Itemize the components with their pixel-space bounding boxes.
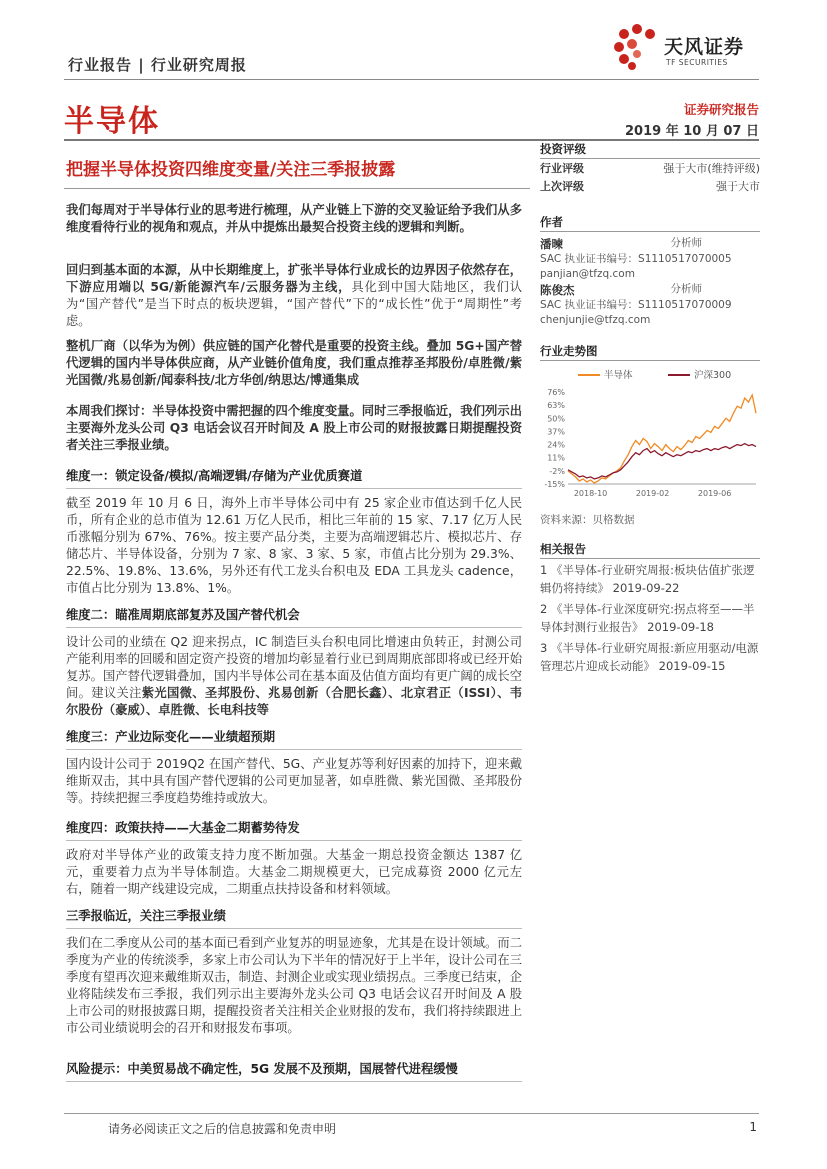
- related-report-item[interactable]: [540, 561, 760, 597]
- paragraph-fundamentals-lead: 回归到基本面的本源，从中长期维度上，扩张半导体行业成长的边界因子依然存在，下游应用端以 5G/新能源汽车/云服务器为主线，: [66, 263, 522, 294]
- section-divider: [66, 749, 522, 750]
- author-sac-label: SAC 执业证书编号：: [540, 299, 639, 311]
- logo-name: 天风证券: [664, 36, 745, 58]
- section-heading-4: 维度四：政策扶持——大基金二期蓄势待发: [66, 821, 300, 835]
- y-tick-label: 37%: [547, 427, 565, 437]
- paragraph-section-2-text: 设计公司的业绩在 Q2 迎来拐点，IC 制造巨头台积电同比增速由负转正，封测公司产能利用率的回暖和固定资产投资的增加均彰显着行业已到周期底部即将或已经开始复苏。国产替代逻辑叠加，国内半导体公司在基本面及估值方面均有更广阔的成长空间。建议关注: [66, 635, 522, 700]
- logo-english-name: TF SECURITIES: [666, 58, 728, 67]
- trend-heading: 行业走势图: [540, 344, 598, 358]
- related-report-date: 2019-09-18: [647, 620, 714, 634]
- related-report-item[interactable]: [540, 639, 760, 675]
- header-divider: [64, 79, 759, 80]
- x-tick-label: 2019-06: [697, 489, 732, 498]
- section-divider: [66, 627, 522, 628]
- related-box: [540, 541, 760, 557]
- author-name: 潘暕: [540, 237, 563, 251]
- legend-label: 半导体: [604, 370, 633, 381]
- series-line: [568, 444, 756, 479]
- rating-label: 上次评级: [540, 180, 584, 193]
- related-divider: [540, 558, 760, 559]
- industry-trend-chart: [538, 366, 762, 500]
- section-heading-1: 维度一：锁定设备/模拟/高端逻辑/存储为产业优质赛道: [66, 469, 363, 483]
- paragraph-fundamentals: [66, 262, 522, 330]
- author-name: 陈俊杰: [540, 283, 575, 297]
- legend-label: 沪深300: [694, 370, 732, 381]
- rating-rows: [540, 160, 760, 196]
- section-heading-5: 三季报临近，关注三季报业绩: [66, 909, 226, 923]
- disclaimer-link[interactable]: 请务必阅读正文之后的信息披露和免责申明: [108, 1122, 337, 1136]
- related-report-list: [540, 561, 760, 675]
- related-report-title: 3 《半导体-行业研究周报:新应用驱动/电源管理芯片迎成长动能》: [540, 641, 759, 673]
- paragraph-fundamentals-rest: 具化到中国大陆地区，我们认为“国产替代”是当下时点的板块逻辑，“国产替代”下的“成长性”优于“周期性”考虑。: [66, 280, 522, 328]
- section-divider: [66, 488, 522, 489]
- paragraph-section-2: [66, 634, 522, 719]
- author-card: [540, 236, 760, 282]
- section-heading-2: 维度二：瞄准周期底部复苏及国产替代机会: [66, 608, 300, 622]
- paragraph-weekly-topic: 本周我们探讨：半导体投资中需把握的四个维度变量。同时三季报临近，我们列示出主要海外龙头公司 Q3 电话会议召开时间及 A 股上市公司的财报披露日期提醒投资者关注三季报业绩。: [66, 404, 522, 452]
- related-report-date: 2019-09-22: [612, 581, 680, 595]
- paragraph-section-5: 我们在二季度从公司的基本面已看到产业复苏的明显迹象，尤其是在设计领域。而二季度为产业的传统淡季，多家上市公司认为下半年的情况好于上半年，设计公司在三季度有望再次迎来戴维斯双击，制造、封测企业或实现业绩拐点。三季度已结束，企业将陆续发布三季报，我们列示出主要海外龙头公司 Q3 电话会议召开时间及 A 股上市公司的财报披露日期，提醒投资者关注相关企业财报的发布，我们将持续跟进上市公司业绩说明会的召开和财报发布事项。: [66, 936, 522, 1035]
- report-date: 2019 年 10 月 07 日: [625, 124, 759, 139]
- paragraph-section-4: 政府对半导体产业的政策支持力度不断加强。大基金一期总投资金额达 1387 亿元，重要着力点为半导体制造。大基金二期规模更大，已完成募资 2000 亿元左右，随着一期产线建设完成，二期重点扶持设备和材料领域。: [66, 848, 522, 896]
- section-divider: [66, 840, 522, 841]
- related-report-title: 1 《半导体-行业研究周报:板块估值扩张逻辑仍将持续》: [540, 563, 755, 595]
- y-tick-label: 50%: [547, 414, 565, 424]
- page-title: 把握半导体投资四维度变量/关注三季报披露: [66, 160, 396, 180]
- title-underline: [64, 188, 530, 189]
- authors-divider: [540, 231, 760, 232]
- author-sac-number: S1110517070009: [638, 299, 732, 311]
- paragraph-supply-chain: 整机厂商（以华为为例）供应链的国产化替代是重要的投资主线。叠加 5G+国产替代逻辑的国内半导体供应商，从产业链价值角度，我们重点推荐圣邦股份/卓胜微/紫光国微/兆易创新/闻泰科技/北方华创/纳思达/博通集成: [66, 339, 522, 387]
- rating-value: 强于大市(维持评级): [663, 162, 760, 175]
- rating-row: [540, 160, 760, 178]
- related-report-item[interactable]: [540, 600, 760, 636]
- report-type: 行业报告 | 行业研究周报: [68, 56, 247, 74]
- author-role: 分析师: [670, 283, 702, 295]
- y-tick-label: -15%: [544, 480, 565, 489]
- paragraph-section-1: 截至 2019 年 10 月 6 日，海外上市半导体公司中有 25 家企业市值达到千亿人民币，所有企业的总市值为 12.61 万亿人民币，相比三年前的 15 家、7.17 亿万人民币涨幅分别为 67%、76%。按主要产品分类，主要为高端逻辑芯片、模拟芯片、存储芯片、半导体设备，分别为 7 家、8 家、3 家、5 家，市值占比分别为 29.3%、22.5%、19.8%、13.6%，另外还有代工龙头台积电及 EDA 工具龙头 cadence，市值占比分别为 13.8%、1%。: [66, 496, 522, 595]
- recommended-stocks: 紫光国微、圣邦股份、兆易创新（合肥长鑫）、北京君正（ISSI）、韦尔股份（豪威）、卓胜微、长电科技等: [66, 686, 522, 717]
- industry-name: 半导体: [64, 104, 160, 139]
- chart-source: 资料来源：贝格数据: [540, 514, 635, 526]
- author-card: [540, 282, 760, 328]
- rating-label: 行业评级: [540, 162, 584, 175]
- rating-box: [540, 141, 760, 157]
- x-tick-label: 2019-02: [635, 489, 670, 498]
- trend-box: [540, 343, 760, 359]
- authors-box: [540, 214, 760, 230]
- authors-heading: 作者: [540, 215, 563, 229]
- y-tick-label: -2%: [549, 466, 565, 476]
- logo-mark-icon: [610, 20, 664, 74]
- author-email[interactable]: panjian@tfzq.com: [540, 268, 635, 280]
- y-tick-label: 76%: [547, 388, 565, 397]
- section-divider: [66, 1081, 522, 1082]
- series-line: [568, 395, 756, 483]
- author-sac-label: SAC 执业证书编号：: [540, 253, 639, 265]
- y-tick-label: 11%: [547, 453, 565, 463]
- page-number: 1: [749, 1120, 757, 1134]
- related-heading: 相关报告: [540, 542, 586, 556]
- related-report-title: 2 《半导体-行业深度研究:拐点将至——半导体封测行业报告》: [540, 602, 755, 634]
- section-heading-3: 维度三：产业边际变化——业绩超预期: [66, 730, 276, 744]
- rating-heading: 投资评级: [540, 142, 586, 156]
- rating-value: 强于大市: [716, 180, 760, 193]
- rating-divider: [540, 158, 760, 159]
- document-type: 证券研究报告: [683, 102, 759, 117]
- risk-warning: 风险提示：中美贸易战不确定性，5G 发展不及预期，国展替代进程缓慢: [66, 1062, 458, 1076]
- footer-divider: [64, 1113, 759, 1114]
- trend-divider: [540, 360, 760, 361]
- x-tick-label: 2018-10: [573, 489, 608, 498]
- author-email[interactable]: chenjunjie@tfzq.com: [540, 314, 651, 326]
- summary-paragraph: 我们每周对于半导体行业的思考进行梳理，从产业链上下游的交叉验证给予我们从多维度看待行业的视角和观点，并从中提炼出最契合投资主线的逻辑和判断。: [66, 203, 522, 234]
- section-divider: [66, 928, 522, 929]
- author-role: 分析师: [670, 237, 702, 249]
- rating-row: [540, 178, 760, 196]
- y-tick-label: 63%: [547, 401, 565, 411]
- author-sac-number: S1110517070005: [638, 253, 732, 265]
- related-report-date: 2019-09-15: [658, 659, 726, 673]
- y-tick-label: 24%: [547, 440, 565, 450]
- paragraph-section-3: 国内设计公司于 2019Q2 在国产替代、5G、产业复苏等利好因素的加持下，迎来戴维斯双击，其中具有国产替代逻辑的公司更加显著，如卓胜微、紫光国微、圣邦股份等。持续把握三季度趋势维持或放大。: [66, 757, 522, 805]
